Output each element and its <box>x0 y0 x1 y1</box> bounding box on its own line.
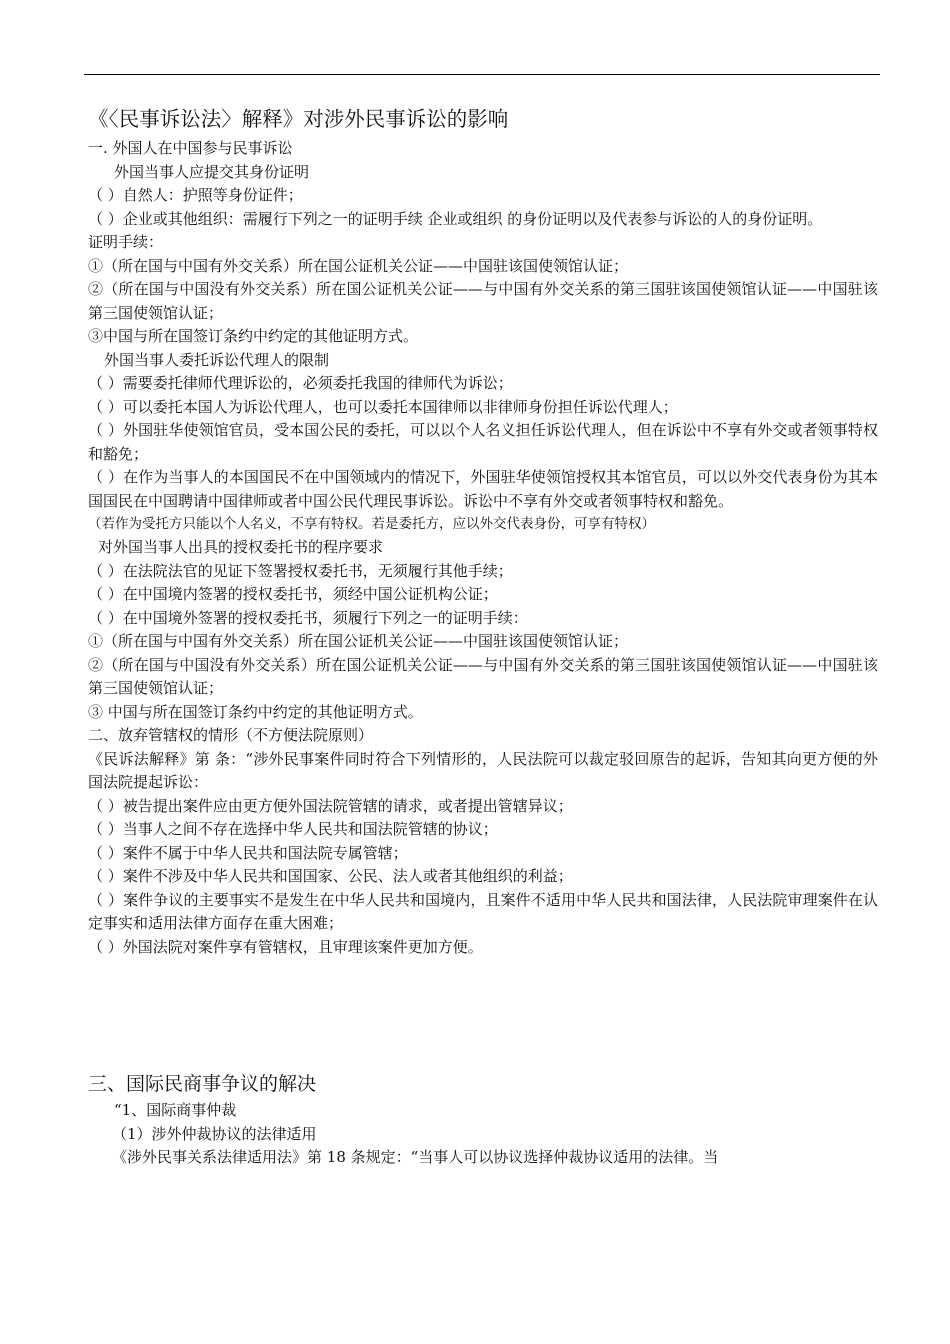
paragraph-line: （ ）当事人之间不存在选择中华人民共和国法院管辖的协议； <box>88 820 498 838</box>
paragraph-line: （ ）外国法院对案件享有管辖权，且审理该案件更加方便。 <box>88 937 483 956</box>
document-title: 《〈民事诉讼法〉解释》对涉外民事诉讼的影响 <box>88 107 509 131</box>
blank-space <box>88 959 878 1069</box>
paragraph-line: （ ）在中国境外签署的授权委托书，须履行下列之一的证明手续： <box>88 608 528 627</box>
paragraph-line: 证明手续： <box>88 233 164 251</box>
paragraph-line: ③ 中国与所在国签订条约中约定的其他证明方式。 <box>88 702 423 721</box>
header-rule <box>84 74 880 75</box>
paragraph-line: （ ）需要委托律师代理诉讼的，必须委托我国的律师代为诉讼； <box>88 374 513 392</box>
paragraph-line: ①（所在国与中国有外交关系）所在国公证机关公证——中国驻该国使领馆认证； <box>88 256 629 275</box>
paragraph-line: 《民诉法解释》第 条：“涉外民事案件同时符合下列情形的，人民法院可以裁定驳回原告的起诉，告知其向更方便的外国法院提起诉讼： <box>88 749 878 791</box>
paragraph-line: 《涉外民事关系法律适用法》第 18 条规定：“当事人可以协议选择仲裁协议适用的法律。当 <box>112 1148 719 1166</box>
section-1-subheading-authorization: 对外国当事人出具的授权委托书的程序要求 <box>98 538 384 556</box>
section-1-heading: 一. 外国人在中国参与民事诉讼 <box>88 139 293 157</box>
section-3-subheading-law: （1）涉外仲裁协议的法律适用 <box>112 1124 317 1143</box>
paragraph-line: ②（所在国与中国没有外交关系）所在国公证机关公证——与中国有外交关系的第三国驻该国使领馆认证——中国驻该第三国使领馆认证； <box>88 280 878 322</box>
paragraph-line: （ ）可以委托本国人为诉讼代理人，也可以委托本国律师以非律师身份担任诉讼代理人； <box>88 397 678 416</box>
paragraph-line: （ ）外国驻华使领馆官员，受本国公民的委托，可以以个人名义担任诉讼代理人，但在诉讼中不享有外交或者领事特权和豁免； <box>88 421 878 463</box>
paragraph-line: ①（所在国与中国有外交关系）所在国公证机关公证——中国驻该国使领馆认证； <box>88 632 629 650</box>
paragraph-line: （ ）案件不涉及中华人民共和国国家、公民、法人或者其他组织的利益； <box>88 867 573 885</box>
section-1-subheading-agent: 外国当事人委托诉讼代理人的限制 <box>104 350 330 369</box>
section-2-heading: 二、放弃管辖权的情形（不方便法院原则） <box>88 726 374 744</box>
paragraph-line: （ ）案件不属于中华人民共和国法院专属管辖； <box>88 843 408 862</box>
paragraph-line: （ ）自然人：护照等身份证件； <box>88 186 303 204</box>
paragraph-line: ②（所在国与中国没有外交关系）所在国公证机关公证——与中国有外交关系的第三国驻该国使领馆认证——中国驻该第三国使领馆认证； <box>88 655 878 697</box>
paragraph-line: ③中国与所在国签订条约中约定的其他证明方式。 <box>88 327 419 345</box>
section-1-subheading-identity: 外国当事人应提交其身份证明 <box>114 162 310 181</box>
paragraph-line: （ ）企业或其他组织：需履行下列之一的证明手续 企业或组织 的身份证明以及代表参与诉讼的人的身份证明。 <box>88 209 823 228</box>
document-body <box>88 104 878 1170</box>
section-3-heading: 三、国际民商事争议的解决 <box>88 1073 317 1095</box>
paragraph-line: （ ）案件争议的主要事实不是发生在中华人民共和国境内，且案件不适用中华人民共和国法律，人民法院审理案件在认定事实和适用法律方面存在重大困难； <box>88 890 878 932</box>
note-line: （若作为受托方只能以个人名义，不享有特权。若是委托方，应以外交代表身份，可享有特权） <box>88 516 655 532</box>
paragraph-line: （ ）在法院法官的见证下签署授权委托书，无须履行其他手续； <box>88 561 513 580</box>
paragraph-line: （ ）被告提出案件应由更方便外国法院管辖的请求，或者提出管辖异议； <box>88 796 573 815</box>
section-3-subheading-arbitration: “1、国际商事仲裁 <box>114 1101 237 1119</box>
paragraph-line: （ ）在作为当事人的本国国民不在中国领域内的情况下，外国驻华使领馆授权其本馆官员，可以以外交代表身份为其本国国民在中国聘请中国律师或者中国公民代理民事诉讼。诉讼中不享有外交或者领事特权和豁免。 <box>88 468 878 510</box>
paragraph-line: （ ）在中国境内签署的授权委托书，须经中国公证机构公证； <box>88 585 498 603</box>
